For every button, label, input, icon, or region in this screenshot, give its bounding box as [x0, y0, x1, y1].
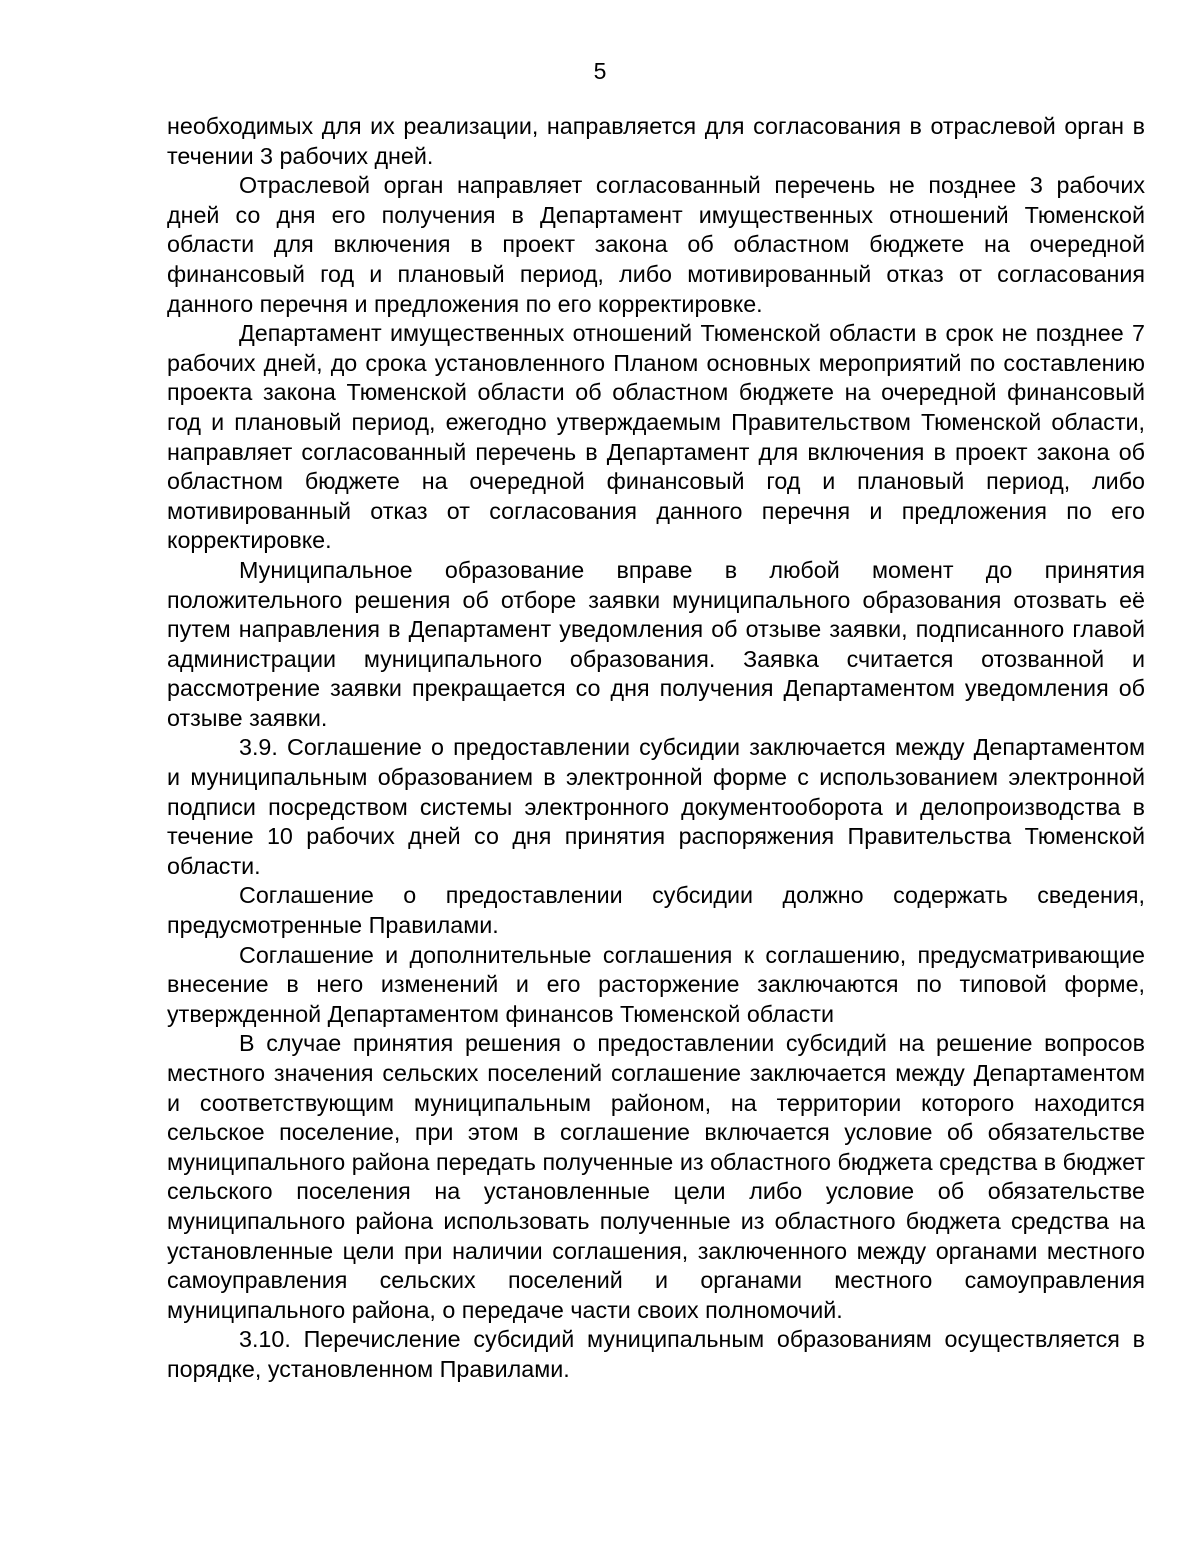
paragraph: Соглашение о предоставлении субсидии должно содержать сведения, предусмотренные Правилами. [167, 882, 1145, 939]
page-number: 5 [593, 58, 607, 84]
document-body [167, 112, 1145, 1385]
paragraph: Соглашение и дополнительные соглашения к соглашению, предусматривающие внесение в него изменений и его расторжение заключаются по типовой форме, утвержденной Департаментом финансов Тюменской области [167, 941, 1145, 1027]
paragraph: В случае принятия решения о предоставлении субсидий на решение вопросов местного значения сельских поселений соглашение заключается между Департаментом и соответствующим муниципальным районом, на территории которого находится сельское поселение, при этом в соглашение включается условие об обязательстве муниципального района передать полученные из областного бюджета средства в бюджет сельского поселения на установленные цели либо условие об обязательстве муниципального района использовать полученные из областного бюджета средства на установленные цели при наличии соглашения, заключенного между органами местного самоуправления сельских поселений и органами местного самоуправления муниципального района, о передаче части своих полномочий. [167, 1030, 1145, 1323]
paragraph: Муниципальное образование вправе в любой момент до принятия положительного решения об отборе заявки муниципального образования отозвать её путем направления в Департамент уведомления об отзыве заявки, подписанного главой администрации муниципального образования. Заявка считается отозванной и рассмотрение заявки прекращается со дня получения Департаментом уведомления об отзыве заявки. [167, 556, 1145, 731]
paragraph-clause-3-10: 3.10. Перечисление субсидий муниципальным образованиям осуществляется в порядке, установленном Правилами. [167, 1326, 1145, 1382]
paragraph: Отраслевой орган направляет согласованный перечень не позднее 3 рабочих дней со дня его получения в Департамент имущественных отношений Тюменской области для включения в проект закона об областном бюджете на очередной финансовый год и плановый период, либо мотивированный отказ от согласования данного перечня и предложения по его корректировке. [167, 172, 1145, 317]
paragraph-clause-3-9: 3.9. Соглашение о предоставлении субсидии заключается между Департаментом и муниципальным образованием в электронной форме с использованием электронной подписи посредством системы электронного документооборота и делопроизводства в течение 10 рабочих дней со дня принятия распоряжения Правительства Тюменской области. [167, 734, 1145, 879]
paragraph-continuation: необходимых для их реализации, направляется для согласования в отраслевой орган в течении 3 рабочих дней. [167, 113, 1145, 169]
paragraph: Департамент имущественных отношений Тюменской области в срок не позднее 7 рабочих дней, до срока установленного Планом основных мероприятий по составлению проекта закона Тюменской области об областном бюджете на очередной финансовый год и плановый период, ежегодно утверждаемым Правительством Тюменской области, направляет согласованный перечень в Департамент для включения в проект закона об областном бюджете на очередной финансовый год и плановый период, либо мотивированный отказ от согласования данного перечня и предложения по его корректировке. [167, 320, 1145, 554]
